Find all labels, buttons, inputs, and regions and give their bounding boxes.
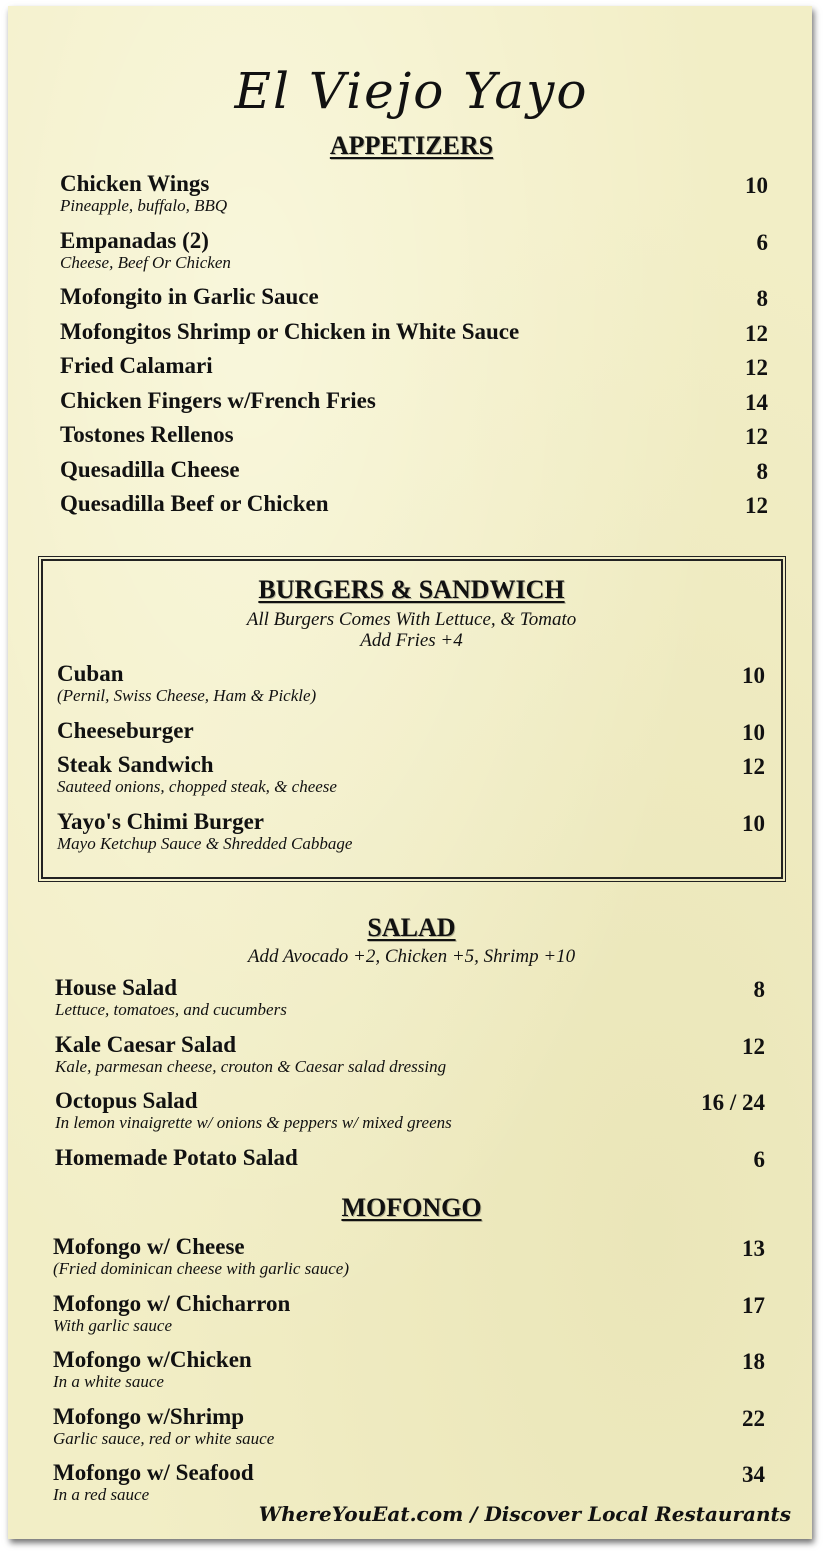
- section-heading-burgers: BURGERS & SANDWICH: [258, 575, 565, 604]
- item-price: 10: [745, 173, 768, 198]
- item-name: Mofongo w/ Chicharron: [53, 1290, 291, 1316]
- item-description: Cheese, Beef Or Chicken: [60, 252, 231, 272]
- item-price: 16 / 24: [701, 1090, 765, 1115]
- menu-item: [53, 1292, 765, 1349]
- item-price: 8: [756, 458, 768, 484]
- item-description: In lemon vinaigrette w/ onions & peppers w/ mixed greens: [55, 1113, 452, 1132]
- item-name: Mofongitos Shrimp or Chicken in White Sauce: [60, 318, 520, 344]
- burgers-note: All Burgers Comes With Lettuce, & Tomato: [246, 609, 577, 630]
- item-price: 17: [742, 1292, 765, 1318]
- item-price: 12: [742, 754, 765, 779]
- item-name: Mofongo w/ Cheese: [53, 1234, 245, 1259]
- item-name: Mofongo w/Chicken: [53, 1347, 252, 1372]
- menu-item: [57, 662, 765, 719]
- menu-item: [60, 320, 768, 355]
- item-price: 12: [745, 424, 768, 449]
- footer-watermark: WhereYouEat.com / Discover Local Restaurants: [258, 1502, 791, 1526]
- item-price: 10: [742, 719, 765, 745]
- section-heading-mofongo: MOFONGO: [341, 1193, 482, 1222]
- section-heading-salad: SALAD: [367, 913, 456, 942]
- menu-item: [60, 229, 768, 286]
- item-name: Mofongito in Garlic Sauce: [60, 284, 319, 309]
- menu-item: [53, 1348, 765, 1405]
- menu-item: [60, 389, 768, 424]
- menu-item: [53, 1235, 765, 1292]
- item-name: Quesadilla Beef or Chicken: [60, 491, 329, 516]
- appetizers-list: [60, 172, 768, 527]
- burgers-list: [57, 662, 765, 866]
- item-name: Steak Sandwich: [57, 752, 214, 777]
- item-name: Chicken Wings: [60, 171, 210, 196]
- item-price: 10: [742, 810, 765, 836]
- burgers-fries-note: Add Fries +4: [360, 630, 463, 651]
- section-heading-appetizers: APPETIZERS: [329, 131, 494, 160]
- item-price: 13: [742, 1236, 765, 1261]
- item-name: Fried Calamari: [60, 353, 213, 378]
- salad-list: [55, 976, 765, 1180]
- menu-item: [57, 810, 765, 867]
- menu-item: [60, 354, 768, 389]
- item-name: Cheeseburger: [57, 717, 194, 743]
- item-name: Quesadilla Cheese: [60, 456, 240, 482]
- item-name: Cuban: [57, 661, 124, 686]
- item-name: Octopus Salad: [55, 1088, 198, 1113]
- menu-item: [55, 1089, 765, 1146]
- item-name: Empanadas (2): [60, 227, 209, 253]
- item-price: 34: [742, 1462, 765, 1487]
- item-description: With garlic sauce: [53, 1315, 172, 1335]
- menu-item: [55, 976, 765, 1033]
- menu-item: [55, 1146, 765, 1181]
- item-description: Kale, parmesan cheese, crouton & Caesar salad dressing: [55, 1056, 447, 1076]
- item-price: 8: [753, 977, 765, 1002]
- item-price: 14: [745, 389, 768, 415]
- salad-note: Add Avocado +2, Chicken +5, Shrimp +10: [247, 946, 576, 967]
- menu-item: [57, 719, 765, 754]
- item-description: Sauteed onions, chopped steak, & cheese: [57, 777, 337, 796]
- item-description: In a white sauce: [53, 1372, 164, 1391]
- item-price: 6: [756, 229, 768, 255]
- item-name: Mofongo w/Shrimp: [53, 1403, 245, 1429]
- menu-item: [60, 458, 768, 493]
- item-name: Tostones Rellenos: [60, 422, 234, 447]
- item-price: 10: [742, 663, 765, 688]
- restaurant-name: El Viejo Yayo: [234, 62, 589, 120]
- item-price: 22: [742, 1405, 765, 1431]
- item-description: Pineapple, buffalo, BBQ: [60, 196, 228, 215]
- item-name: Mofongo w/ Seafood: [53, 1460, 254, 1485]
- item-price: 12: [745, 320, 768, 346]
- item-description: In a red sauce: [53, 1485, 150, 1504]
- item-description: (Fried dominican cheese with garlic sauce): [53, 1259, 350, 1278]
- item-description: Mayo Ketchup Sauce & Shredded Cabbage: [57, 833, 353, 853]
- mofongo-list: [53, 1235, 765, 1518]
- menu-item: [53, 1405, 765, 1462]
- item-name: House Salad: [55, 975, 178, 1000]
- menu-item: [57, 753, 765, 810]
- menu-item: [60, 423, 768, 458]
- item-name: Homemade Potato Salad: [55, 1144, 298, 1170]
- menu-item: [55, 1033, 765, 1090]
- item-price: 6: [753, 1146, 765, 1172]
- item-price: 8: [756, 286, 768, 311]
- menu-item: [60, 285, 768, 320]
- item-price: 12: [742, 1033, 765, 1059]
- item-description: Garlic sauce, red or white sauce: [53, 1428, 275, 1448]
- item-name: Yayo's Chimi Burger: [57, 808, 264, 834]
- menu-item: [60, 492, 768, 527]
- item-price: 18: [742, 1349, 765, 1374]
- menu-item: [60, 172, 768, 229]
- item-name: Chicken Fingers w/French Fries: [60, 387, 376, 413]
- item-price: 12: [745, 493, 768, 518]
- item-description: Lettuce, tomatoes, and cucumbers: [55, 1000, 287, 1019]
- item-price: 12: [745, 355, 768, 380]
- item-description: (Pernil, Swiss Cheese, Ham & Pickle): [57, 686, 317, 705]
- item-name: Kale Caesar Salad: [55, 1031, 237, 1057]
